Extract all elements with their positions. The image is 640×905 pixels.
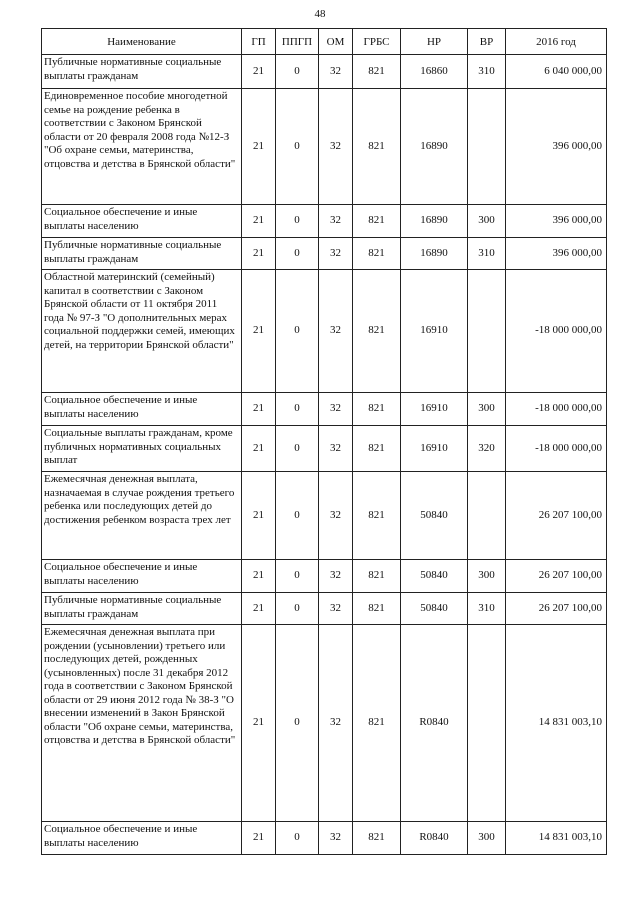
header-om: ОМ (319, 29, 353, 55)
cell-amount: -18 000 000,00 (506, 426, 607, 472)
cell-gp: 21 (242, 426, 276, 472)
cell-ppgp: 0 (276, 560, 319, 593)
cell-grbs: 821 (353, 472, 401, 560)
cell-om: 32 (319, 270, 353, 393)
cell-ppgp: 0 (276, 55, 319, 89)
cell-nr: 50840 (401, 560, 468, 593)
cell-amount: 396 000,00 (506, 205, 607, 238)
cell-gp: 21 (242, 560, 276, 593)
cell-gp: 21 (242, 393, 276, 426)
cell-grbs: 821 (353, 205, 401, 238)
cell-name: Публичные нормативные социальные выплаты гражданам (42, 238, 242, 270)
cell-grbs: 821 (353, 238, 401, 270)
cell-name: Ежемесячная денежная выплата при рождении (усыновлении) третьего или последующих детей, рожденных (усыновленных) после 31 декабря 2012 года в соответствии с Законом Брянской области от 29 июня 2012 года № 38-З "О внесении изменений в Закон Брянской области "Об охране семьи, материнства, отцовства и детства в Брянской области" (42, 625, 242, 822)
cell-grbs: 821 (353, 426, 401, 472)
cell-gp: 21 (242, 238, 276, 270)
cell-name: Социальное обеспечение и иные выплаты населению (42, 822, 242, 855)
cell-grbs: 821 (353, 560, 401, 593)
cell-grbs: 821 (353, 393, 401, 426)
header-grbs: ГРБС (353, 29, 401, 55)
cell-ppgp: 0 (276, 822, 319, 855)
header-ppgp: ППГП (276, 29, 319, 55)
cell-amount: -18 000 000,00 (506, 393, 607, 426)
cell-name: Единовременное пособие многодетной семье на рождение ребенка в соответствии с Законом Брянской области от 20 февраля 2008 года №12-З "Об охране семьи, материнства, отцовства и детства в Брянской области" (42, 89, 242, 205)
table-row (42, 393, 607, 426)
cell-grbs: 821 (353, 270, 401, 393)
cell-grbs: 821 (353, 625, 401, 822)
cell-vr: 310 (468, 238, 506, 270)
cell-name: Социальное обеспечение и иные выплаты населению (42, 560, 242, 593)
header-amount: 2016 год (506, 29, 607, 55)
table-row (42, 205, 607, 238)
cell-vr: 300 (468, 822, 506, 855)
cell-amount: 396 000,00 (506, 238, 607, 270)
cell-om: 32 (319, 822, 353, 855)
cell-gp: 21 (242, 89, 276, 205)
cell-amount: 6 040 000,00 (506, 55, 607, 89)
cell-gp: 21 (242, 625, 276, 822)
cell-nr: 16910 (401, 393, 468, 426)
cell-nr: R0840 (401, 625, 468, 822)
header-nr: НР (401, 29, 468, 55)
cell-vr: 310 (468, 593, 506, 625)
cell-amount: 14 831 003,10 (506, 822, 607, 855)
cell-name: Областной материнский (семейный) капитал в соответствии с Законом Брянской области от 11 октября 2011 года № 97-З "О дополнительных мерах социальной поддержки семей, имеющих детей, на территории Брянской области" (42, 270, 242, 393)
cell-amount: 26 207 100,00 (506, 472, 607, 560)
table-row (42, 89, 607, 205)
cell-vr (468, 89, 506, 205)
cell-gp: 21 (242, 205, 276, 238)
cell-grbs: 821 (353, 593, 401, 625)
budget-table (41, 28, 607, 855)
cell-vr (468, 270, 506, 393)
cell-vr: 300 (468, 393, 506, 426)
cell-om: 32 (319, 426, 353, 472)
cell-vr: 320 (468, 426, 506, 472)
cell-om: 32 (319, 205, 353, 238)
cell-vr (468, 472, 506, 560)
cell-om: 32 (319, 625, 353, 822)
cell-vr: 310 (468, 55, 506, 89)
table-header (42, 29, 607, 55)
header-row (42, 29, 607, 55)
cell-nr: 50840 (401, 472, 468, 560)
cell-amount: -18 000 000,00 (506, 270, 607, 393)
table-body (42, 55, 607, 855)
cell-nr: 16890 (401, 205, 468, 238)
cell-ppgp: 0 (276, 472, 319, 560)
cell-name: Публичные нормативные социальные выплаты гражданам (42, 55, 242, 89)
cell-ppgp: 0 (276, 205, 319, 238)
table-row (42, 625, 607, 822)
table-row (42, 270, 607, 393)
cell-vr (468, 625, 506, 822)
cell-amount: 396 000,00 (506, 89, 607, 205)
cell-nr: 16910 (401, 426, 468, 472)
page-number: 48 (314, 8, 326, 20)
cell-ppgp: 0 (276, 426, 319, 472)
table-row (42, 426, 607, 472)
cell-vr: 300 (468, 205, 506, 238)
cell-name: Ежемесячная денежная выплата, назначаемая в случае рождения третьего ребенка или последующих детей до достижения ребенком возраста трех лет (42, 472, 242, 560)
cell-gp: 21 (242, 472, 276, 560)
cell-amount: 14 831 003,10 (506, 625, 607, 822)
cell-om: 32 (319, 393, 353, 426)
cell-name: Социальное обеспечение и иные выплаты населению (42, 205, 242, 238)
cell-om: 32 (319, 238, 353, 270)
cell-ppgp: 0 (276, 625, 319, 822)
table-row (42, 472, 607, 560)
cell-nr: 16890 (401, 238, 468, 270)
cell-vr: 300 (468, 560, 506, 593)
cell-grbs: 821 (353, 55, 401, 89)
table-row (42, 238, 607, 270)
table-row (42, 560, 607, 593)
cell-ppgp: 0 (276, 89, 319, 205)
cell-gp: 21 (242, 270, 276, 393)
cell-ppgp: 0 (276, 393, 319, 426)
cell-om: 32 (319, 472, 353, 560)
cell-om: 32 (319, 560, 353, 593)
cell-gp: 21 (242, 55, 276, 89)
cell-om: 32 (319, 55, 353, 89)
cell-name: Публичные нормативные социальные выплаты гражданам (42, 593, 242, 625)
cell-ppgp: 0 (276, 238, 319, 270)
cell-grbs: 821 (353, 89, 401, 205)
cell-ppgp: 0 (276, 270, 319, 393)
cell-ppgp: 0 (276, 593, 319, 625)
header-vr: ВР (468, 29, 506, 55)
cell-gp: 21 (242, 822, 276, 855)
cell-nr: R0840 (401, 822, 468, 855)
cell-name: Социальное обеспечение и иные выплаты населению (42, 393, 242, 426)
cell-amount: 26 207 100,00 (506, 560, 607, 593)
cell-name: Социальные выплаты гражданам, кроме публичных нормативных социальных выплат (42, 426, 242, 472)
header-gp: ГП (242, 29, 276, 55)
cell-gp: 21 (242, 593, 276, 625)
table-row (42, 822, 607, 855)
table-row (42, 593, 607, 625)
cell-nr: 16860 (401, 55, 468, 89)
cell-grbs: 821 (353, 822, 401, 855)
cell-nr: 16890 (401, 89, 468, 205)
cell-om: 32 (319, 593, 353, 625)
cell-om: 32 (319, 89, 353, 205)
table-row (42, 55, 607, 89)
cell-nr: 50840 (401, 593, 468, 625)
cell-amount: 26 207 100,00 (506, 593, 607, 625)
cell-nr: 16910 (401, 270, 468, 393)
header-name: Наименование (42, 29, 242, 55)
